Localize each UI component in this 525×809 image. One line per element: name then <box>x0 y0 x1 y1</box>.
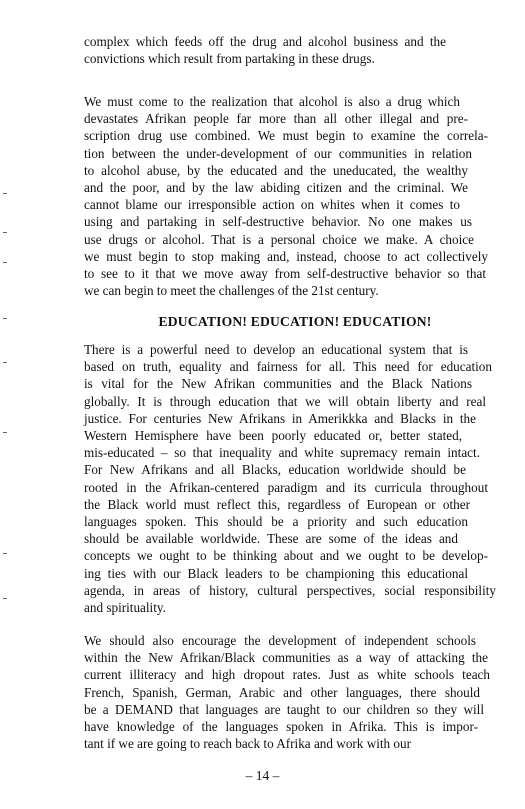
text-line: rooted in the Afrikan-centered paradigm and its curricula throughout <box>84 479 488 495</box>
scan-mark <box>3 553 7 554</box>
scan-mark <box>3 362 7 363</box>
text-line: Western Hemisphere have been poorly educated or, better stated, <box>84 428 462 444</box>
text-line: languages spoken. This should be a priority and such education <box>84 514 468 530</box>
text-line: devastates Afrikan people far more than all other illegal and pre- <box>84 111 468 127</box>
text-line: tion between the under-development of our communities in relation <box>84 145 472 161</box>
scan-mark <box>3 232 7 233</box>
text-line: and the poor, and by the law abiding citizen and the criminal. We <box>84 180 468 196</box>
text-line: complex which feeds off the drug and alcohol business and the <box>84 34 446 49</box>
text-line: within the New Afrikan/Black communities as a way of attacking the <box>84 650 488 666</box>
text-line: is vital for the New Afrikan communities and the Black Nations <box>84 376 472 392</box>
paragraph <box>84 632 506 752</box>
text-line: we must begin to stop making and, instead, choose to act collectively <box>84 248 488 264</box>
text-line: justice. For centuries New Afrikans in Amerikkka and Blacks in the <box>84 410 476 426</box>
text-line: globally. It is through education that we will obtain liberty and real <box>84 393 486 409</box>
paragraph <box>84 341 506 616</box>
text-line: agenda, in areas of history, cultural perspectives, social responsibility <box>84 582 496 598</box>
text-line: convictions which result from partaking in these drugs. <box>84 51 375 67</box>
text-line: We should also encourage the development of independent schools <box>84 633 476 648</box>
scan-mark <box>3 318 7 319</box>
text-line: to alcohol abuse, by the educated and the uneducated, the wealthy <box>84 162 468 178</box>
text-line: cannot blame our irresponsible action on whites when it comes to <box>84 197 460 213</box>
scan-mark <box>3 432 7 433</box>
text-line: French, Spanish, German, Arabic and other languages, there should <box>84 684 480 700</box>
text-line: and spirituality. <box>84 600 166 616</box>
text-line: For New Afrikans and all Blacks, education worldwide should be <box>84 462 466 478</box>
scan-mark <box>3 262 7 263</box>
text-line: There is a powerful need to develop an educational system that is <box>84 342 468 357</box>
text-line: based on truth, equality and fairness for all. This need for education <box>84 359 492 375</box>
paragraph <box>84 93 506 299</box>
scan-mark <box>3 193 7 194</box>
text-line: use drugs or alcohol. That is a personal choice we make. A choice <box>84 231 474 247</box>
text-line: using and partaking in self-destructive behavior. No one makes us <box>84 214 472 230</box>
text-line: concepts we ought to be thinking about and we ought to be develop- <box>84 548 488 564</box>
page-number: – 14 – <box>245 768 280 783</box>
scan-mark <box>3 598 7 599</box>
section-heading: EDUCATION! EDUCATION! EDUCATION! <box>158 314 432 329</box>
text-line: the Black world must reflect this, regardless of European or other <box>84 496 470 512</box>
text-line: ing ties with our Black leaders to be championing this educational <box>84 565 468 581</box>
text-line: should be available worldwide. These are some of the ideas and <box>84 531 458 547</box>
text-line: current illiteracy and high dropout rates. Just as white schools teach <box>84 667 490 683</box>
paragraph <box>84 33 506 67</box>
text-line: tant if we are going to reach back to Afrika and work with our <box>84 736 412 752</box>
text-line: mis-educated – so that inequality and white supremacy remain intact. <box>84 445 480 461</box>
text-line: be a DEMAND that languages are taught to our children so they will <box>84 701 484 717</box>
text-line: to see to it that we move away from self-destructive behavior so that <box>84 266 486 282</box>
text-line: have knowledge of the languages spoken in Afrika. This is impor- <box>84 719 478 735</box>
text-line: we can begin to meet the challenges of the 21st century. <box>84 283 379 299</box>
text-line: We must come to the realization that alcohol is also a drug which <box>84 94 460 109</box>
text-line: scription drug use combined. We must begin to examine the correla- <box>84 128 488 144</box>
